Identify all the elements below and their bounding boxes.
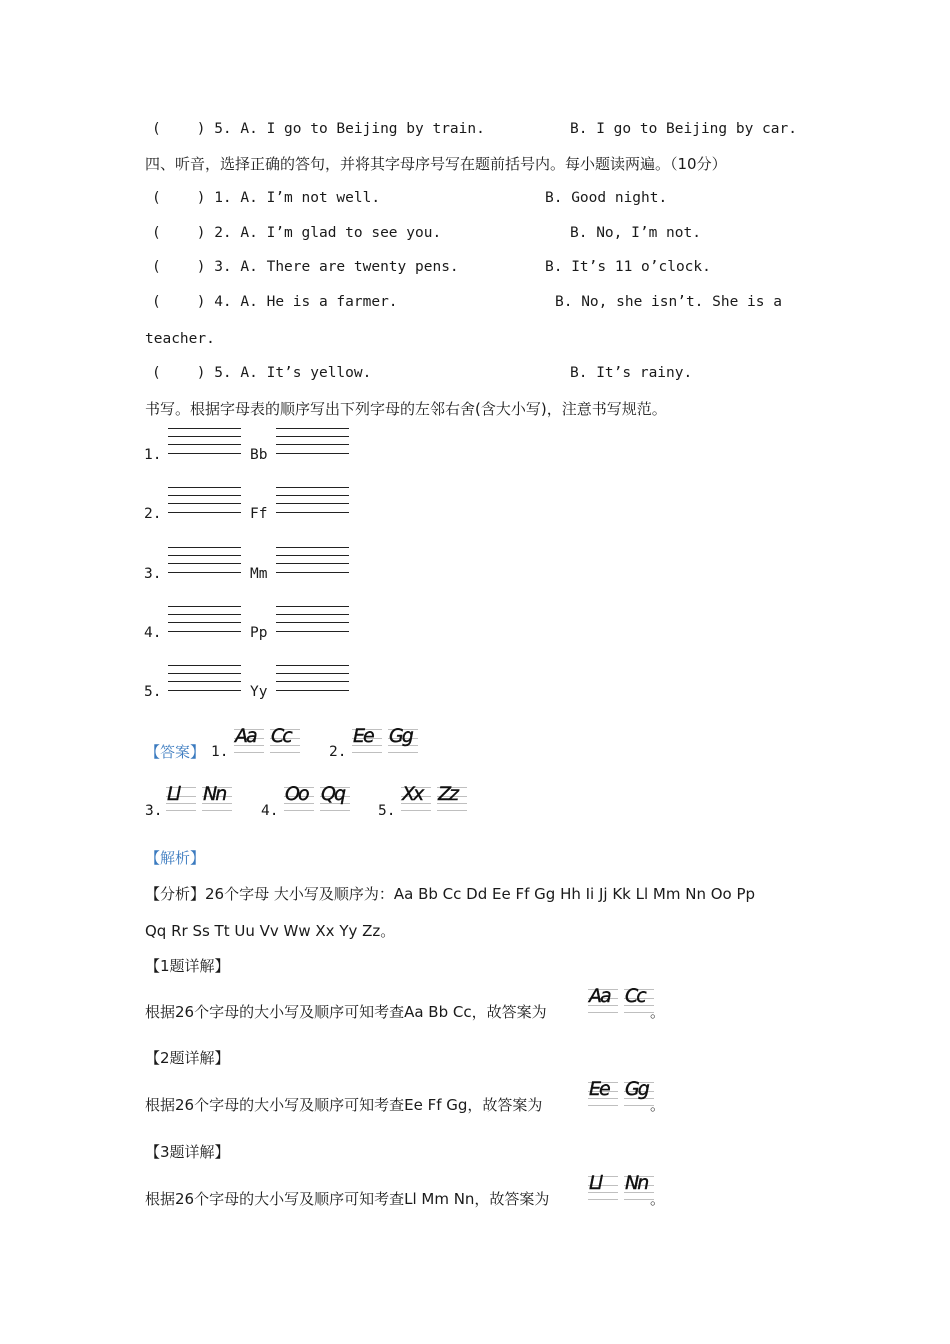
- writing-lines-right[interactable]: [276, 665, 349, 691]
- question-number: 5.: [214, 121, 232, 137]
- period: 。: [650, 1003, 666, 1021]
- writing-lines-right[interactable]: [276, 428, 349, 454]
- question-row: ( ) 4. A. He is a farmer.: [152, 294, 398, 310]
- writing-lines-right[interactable]: [276, 487, 349, 513]
- item-number: 3.: [144, 566, 162, 582]
- writing-lines-left[interactable]: [168, 487, 241, 513]
- detail-text: 根据26个字母的大小写及顺序可知考查Ll Mm Nn，故答案为: [145, 1190, 550, 1208]
- item-number: 3.: [145, 803, 163, 819]
- writing-lines-right[interactable]: [276, 547, 349, 573]
- answer-label: 【答案】: [145, 743, 206, 761]
- option-b: B. Good night.: [545, 190, 668, 206]
- option-a: A. I’m glad to see you.: [240, 225, 442, 241]
- handwriting-answer: Aa Cc: [234, 723, 306, 757]
- analysis-intro-continued: Qq Rr Ss Tt Uu Vv Ww Xx Yy Zz。: [145, 922, 396, 940]
- detail-heading: 【2题详解】: [145, 1049, 230, 1067]
- option-a: A. It’s yellow.: [240, 365, 372, 381]
- writing-lines-left[interactable]: [168, 547, 241, 573]
- item-number: 4.: [261, 803, 279, 819]
- handwriting-answer: Aa Cc: [588, 983, 660, 1017]
- writing-lines-left[interactable]: [168, 428, 241, 454]
- given-letter: Ff: [250, 506, 268, 522]
- question-row: ( ) 3. A. There are twenty pens.: [152, 259, 459, 275]
- question-row: ( ) 5. A. It’s yellow.: [152, 365, 372, 381]
- item-number: 1.: [211, 744, 229, 760]
- question-number: 3.: [214, 259, 232, 275]
- option-b: B. No, I’m not.: [570, 225, 701, 241]
- paren-open: (: [152, 121, 161, 137]
- detail-heading: 【3题详解】: [145, 1143, 230, 1161]
- handwriting-answer: Ll Nn: [588, 1170, 660, 1204]
- writing-lines-left[interactable]: [168, 606, 241, 632]
- given-letter: Pp: [250, 625, 268, 641]
- item-number: 2.: [144, 506, 162, 522]
- handwriting-answer: Xx Zz: [401, 781, 473, 815]
- option-b: B. It’s rainy.: [570, 365, 693, 381]
- detail-heading: 【1题详解】: [145, 957, 230, 975]
- writing-lines-left[interactable]: [168, 665, 241, 691]
- section-title: 四、听音，选择正确的答句，并将其字母序号写在题前括号内。每小题读两遍。（10分）: [145, 155, 727, 173]
- period: 。: [650, 1190, 666, 1208]
- section-title: 书写。根据字母表的顺序写出下列字母的左邻右舍(含大小写)，注意书写规范。: [145, 400, 667, 418]
- handwriting-answer: Ee Gg: [352, 723, 424, 757]
- question-number: 5.: [214, 365, 232, 381]
- item-number: 5.: [378, 803, 396, 819]
- item-number: 4.: [144, 625, 162, 641]
- question-row: ( ) 1. A. I’m not well.: [152, 190, 381, 206]
- option-b: B. I go to Beijing by car.: [570, 121, 797, 137]
- question-number: 1.: [214, 190, 232, 206]
- item-number: 5.: [144, 684, 162, 700]
- option-a: A. I go to Beijing by train.: [240, 121, 485, 137]
- option-a: A. There are twenty pens.: [240, 259, 459, 275]
- option-b: B. No, she isn’t. She is a: [555, 294, 782, 310]
- detail-text: 根据26个字母的大小写及顺序可知考查Aa Bb Cc，故答案为: [145, 1003, 547, 1021]
- option-b-continued: teacher.: [145, 331, 215, 347]
- handwriting-answer: Ll Nn: [166, 781, 238, 815]
- option-a: A. He is a farmer.: [240, 294, 398, 310]
- question-number: 2.: [214, 225, 232, 241]
- detail-text: 根据26个字母的大小写及顺序可知考查Ee Ff Gg，故答案为: [145, 1096, 543, 1114]
- question-number: 4.: [214, 294, 232, 310]
- period: 。: [650, 1096, 666, 1114]
- option-a: A. I’m not well.: [240, 190, 381, 206]
- item-number: 1.: [144, 447, 162, 463]
- paren-close: ): [196, 121, 206, 137]
- handwriting-answer: Oo Qq: [284, 781, 356, 815]
- analysis-intro: 【分析】26个字母 大小写及顺序为：Aa Bb Cc Dd Ee Ff Gg Hh Ii Jj Kk Ll Mm Nn Oo Pp: [145, 885, 756, 903]
- writing-lines-right[interactable]: [276, 606, 349, 632]
- question-row: [152, 119, 485, 139]
- given-letter: Mm: [250, 566, 268, 582]
- analysis-label: 【解析】: [145, 849, 206, 867]
- question-row: ( ) 2. A. I’m glad to see you.: [152, 225, 442, 241]
- given-letter: Yy: [250, 684, 268, 700]
- option-b: B. It’s 11 o’clock.: [545, 259, 711, 275]
- item-number: 2.: [329, 744, 347, 760]
- handwriting-answer: Ee Gg: [588, 1076, 660, 1110]
- given-letter: Bb: [250, 447, 268, 463]
